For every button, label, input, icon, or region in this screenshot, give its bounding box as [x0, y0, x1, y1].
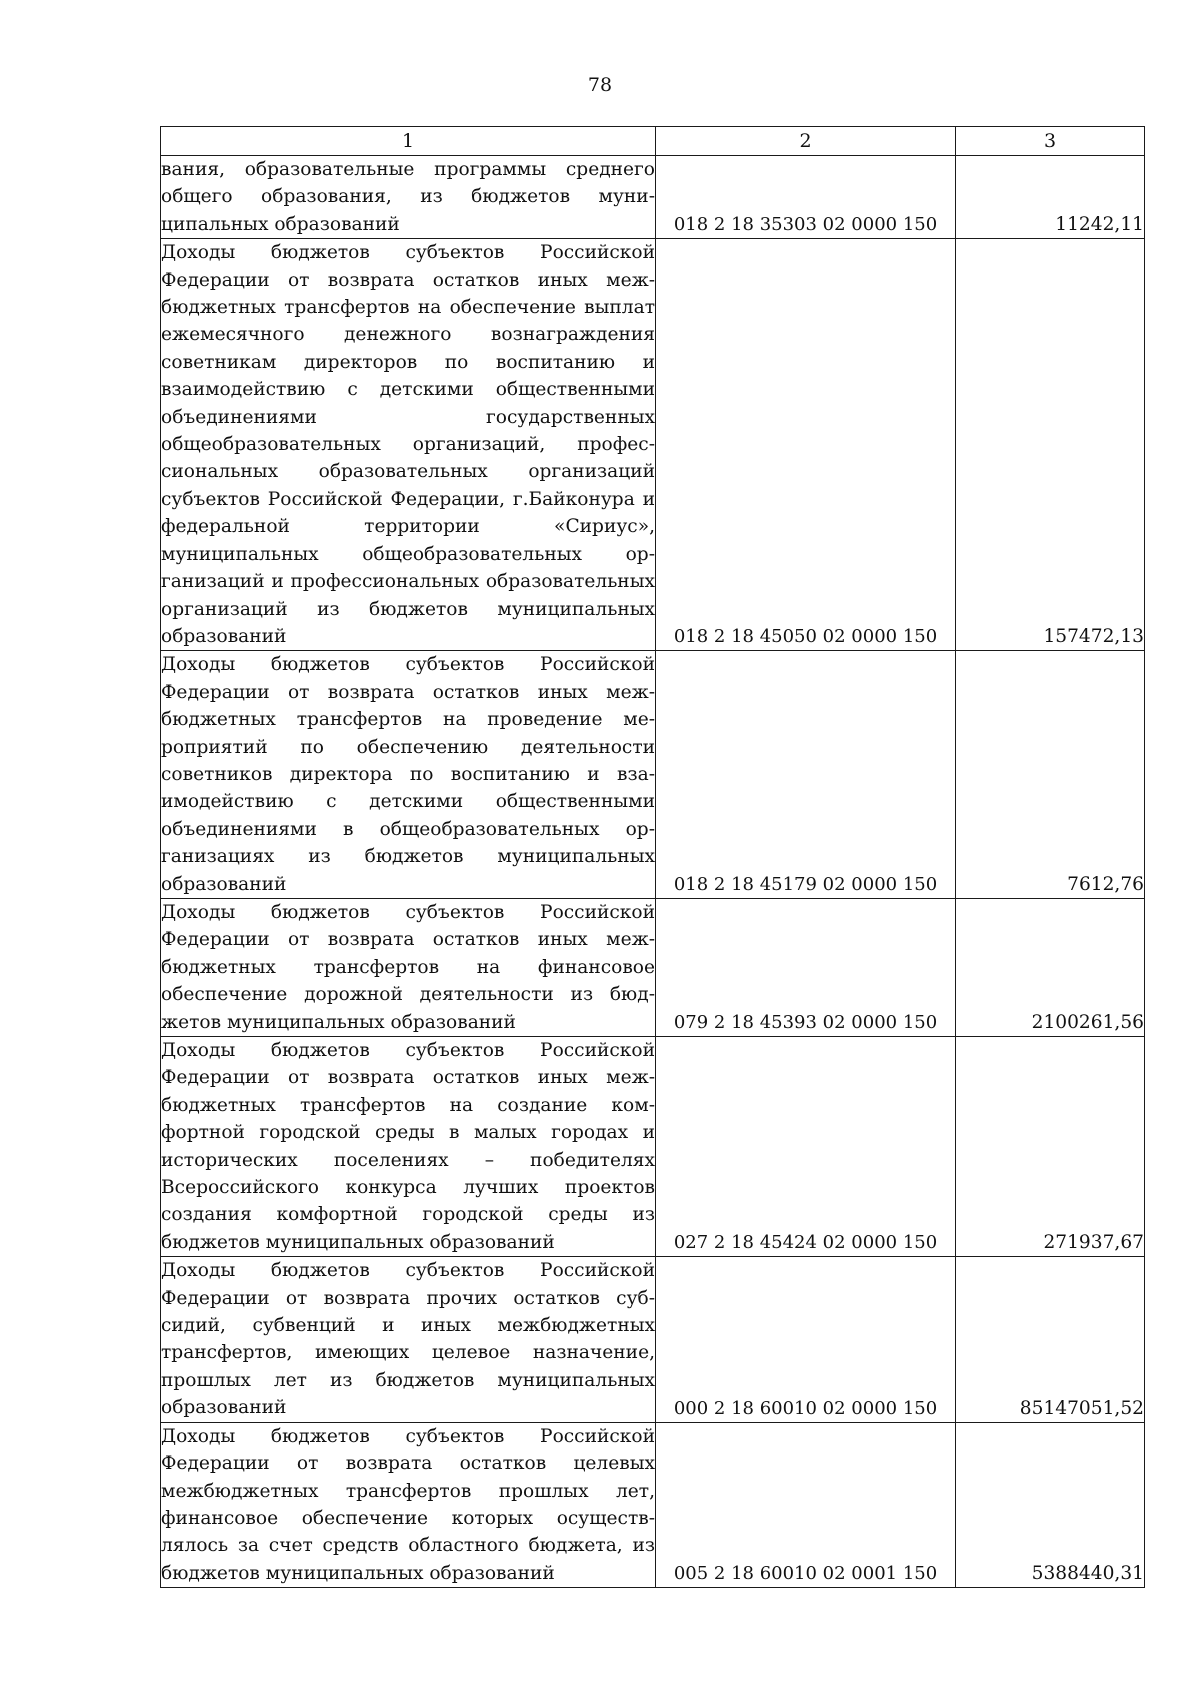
budget-classification-code: 000 2 18 60010 02 0000 150: [656, 1257, 956, 1422]
table-row: [161, 1257, 1145, 1422]
revenue-amount: 157472,13: [956, 239, 1145, 651]
revenue-description: Доходы бюджетов субъектов Российской Федерации от возврата прочих остатков субсидий, субвенций и иных межбюджетных трансфертов, имеющих целевое назначение, прошлых лет из бюджетов муниципальных образований: [161, 1257, 656, 1422]
table-row: [161, 239, 1145, 651]
table-row: [161, 651, 1145, 899]
revenue-amount: 11242,11: [956, 156, 1145, 239]
revenue-description: Доходы бюджетов субъектов Российской Федерации от возврата остатков иных межбюджетных трансфертов на создание комфортной городской среды в малых городах и исторических поселениях – победителях Всероссийского конкурса лучших проектов создания комфортной городской среды из бюджетов муниципальных образований: [161, 1037, 656, 1257]
budget-classification-code: 018 2 18 45050 02 0000 150: [656, 239, 956, 651]
table-header-row: [161, 127, 1145, 156]
table-row: [161, 898, 1145, 1036]
table-row: [161, 1037, 1145, 1257]
column-header-2: 2: [656, 127, 956, 156]
table-row: [161, 156, 1145, 239]
revenue-description: Доходы бюджетов субъектов Российской Федерации от возврата остатков иных межбюджетных трансфертов на финансовое обеспечение дорожной деятельности из бюджетов муниципальных образований: [161, 898, 656, 1036]
revenue-description: Доходы бюджетов субъектов Российской Федерации от возврата остатков целевых межбюджетных трансфертов прошлых лет, финансовое обеспечение которых осуществлялось за счет средств областного бюджета, из бюджетов муниципальных образований: [161, 1422, 656, 1587]
budget-classification-code: 027 2 18 45424 02 0000 150: [656, 1037, 956, 1257]
page-number: 78: [587, 74, 613, 96]
budget-classification-code: 079 2 18 45393 02 0000 150: [656, 898, 956, 1036]
budget-classification-code: 018 2 18 45179 02 0000 150: [656, 651, 956, 899]
budget-revenue-table: [160, 126, 1145, 1588]
revenue-description: Доходы бюджетов субъектов Российской Федерации от возврата остатков иных межбюджетных трансфертов на проведение мероприятий по обеспечению деятельности советников директора по воспитанию и взаимодействию с детскими общественными объединениями в общеобразовательных организациях из бюджетов муниципальных образований: [161, 651, 656, 899]
budget-classification-code: 018 2 18 35303 02 0000 150: [656, 156, 956, 239]
revenue-amount: 271937,67: [956, 1037, 1145, 1257]
column-header-3: 3: [956, 127, 1145, 156]
table-row: [161, 1422, 1145, 1587]
revenue-description: вания, образовательные программы среднего общего образования, из бюджетов муниципальных образований: [161, 156, 656, 239]
revenue-amount: 7612,76: [956, 651, 1145, 899]
revenue-amount: 2100261,56: [956, 898, 1145, 1036]
revenue-description: Доходы бюджетов субъектов Российской Федерации от возврата остатков иных межбюджетных трансфертов на обеспечение выплат ежемесячного денежного вознаграждения советникам директоров по воспитанию и взаимодействию с детскими общественными объединениями государственных общеобразовательных организаций, профессиональных образовательных организаций субъектов Российской Федерации, г.Байконура и федеральной территории «Сириус», муниципальных общеобразовательных организаций и профессиональных образовательных организаций из бюджетов муниципальных образований: [161, 239, 656, 651]
revenue-amount: 85147051,52: [956, 1257, 1145, 1422]
revenue-amount: 5388440,31: [956, 1422, 1145, 1587]
budget-classification-code: 005 2 18 60010 02 0001 150: [656, 1422, 956, 1587]
column-header-1: 1: [161, 127, 656, 156]
